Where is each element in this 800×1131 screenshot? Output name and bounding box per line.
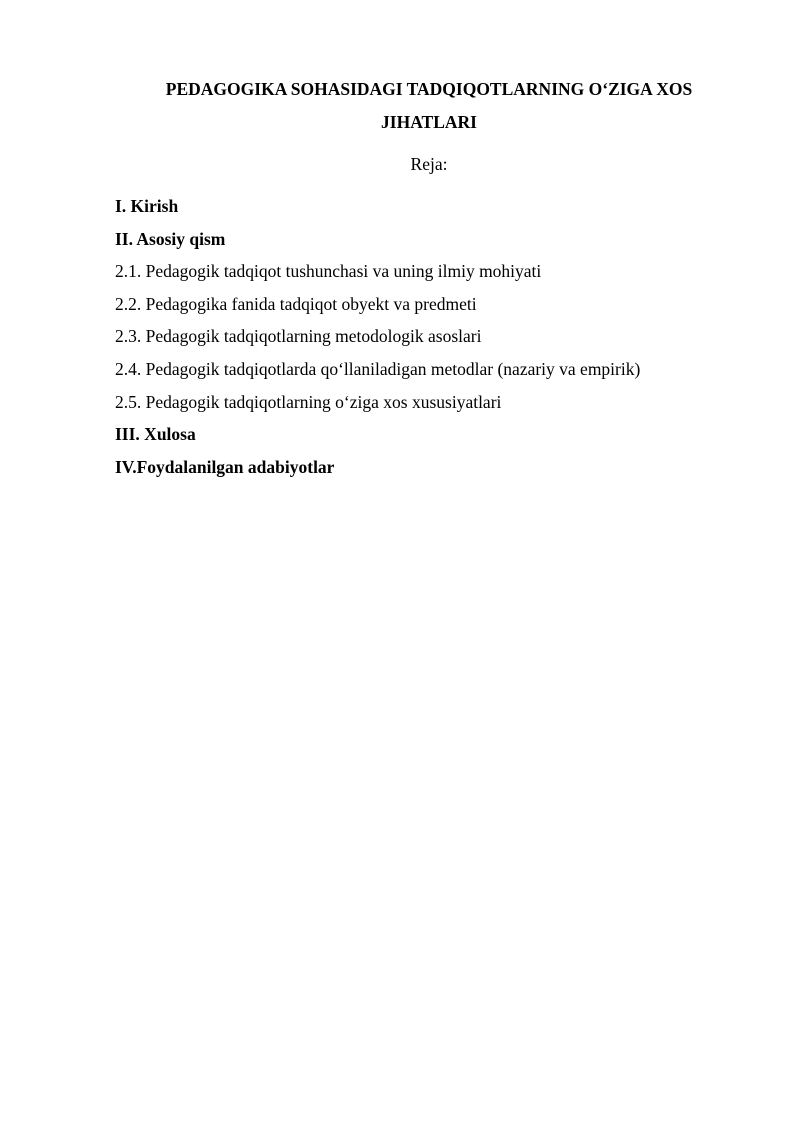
outline-subitem: 2.1. Pedagogik tadqiqot tushunchasi va uning ilmiy mohiyati [115,261,542,282]
outline-item-introduction: I. Kirish [115,196,179,216]
plan-outline [115,192,755,485]
outline-subitem: 2.5. Pedagogik tadqiqotlarning o‘ziga xos xususiyatlari [115,391,502,412]
outline-item-references: IV.Foydalanilgan adabiyotlar [115,456,335,477]
outline-subitem: 2.4. Pedagogik tadqiqotlarda qo‘llaniladigan metodlar (nazariy va empirik) [115,358,641,379]
outline-item-conclusion: III. Xulosa [115,424,196,445]
document-title: PEDAGOGIKA SOHASIDAGI TADQIQOTLARNING O‘ZIGA XOS JIHATLARI [165,79,693,132]
outline-subitem: 2.2. Pedagogika fanida tadqiqot obyekt va predmeti [115,293,477,314]
outline-subitem: 2.3. Pedagogik tadqiqotlarning metodologik asoslari [115,326,482,347]
outline-item-main-part: II. Asosiy qism [115,228,226,249]
plan-label: Reja: [410,154,448,174]
